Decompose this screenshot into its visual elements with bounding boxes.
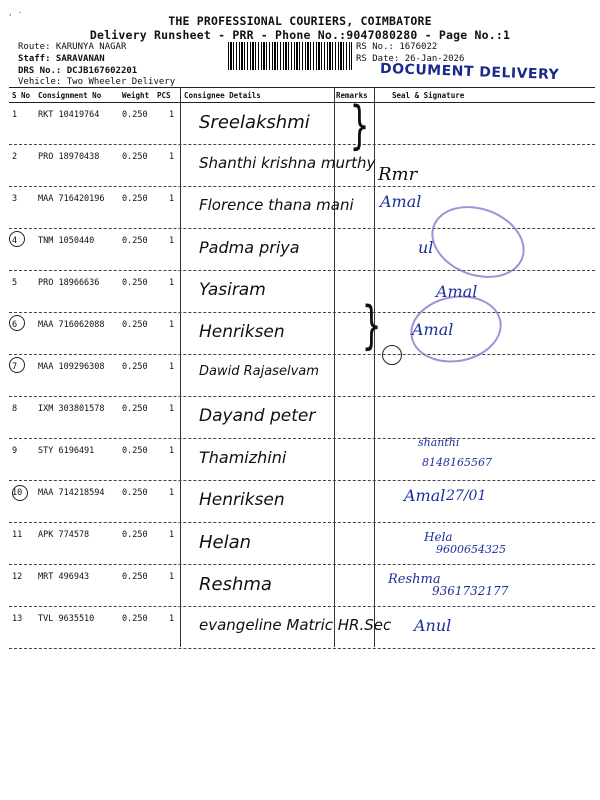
consignee-name: Helan	[199, 532, 252, 553]
consignee-name: Henriksen	[199, 322, 285, 342]
sno-cell: 1	[12, 110, 18, 120]
weight-cell: 0.250	[122, 236, 148, 246]
pcs-cell: 1	[169, 614, 175, 624]
consignment-cell: MRT 496943	[38, 572, 90, 582]
rs-number: RS No.: 1676022	[356, 42, 438, 52]
sno-cell: 11	[12, 530, 23, 540]
consignee-name: Thamizhini	[199, 448, 287, 467]
rs-date: RS Date: 26-Jan-2026	[356, 54, 465, 64]
weight-cell: 0.250	[122, 446, 148, 456]
table-row	[9, 606, 595, 649]
consignee-name: evangeline Matric HR.Sec	[199, 616, 392, 634]
signature: Amal	[412, 320, 454, 339]
sno-cell: 8	[12, 404, 18, 414]
drs-label: DRS No.: DCJB167602201	[18, 66, 138, 76]
circle-mark	[9, 231, 25, 247]
signature: Reshma	[388, 572, 441, 587]
table-row	[9, 144, 595, 187]
pcs-cell: 1	[169, 320, 175, 330]
sno-cell: 2	[12, 152, 18, 162]
pcs-cell: 1	[169, 236, 175, 246]
corner-mark: , ·	[8, 8, 23, 17]
circle-mark	[9, 315, 25, 331]
consignment-cell: PRO 18970438	[38, 152, 100, 162]
runsheet-table	[9, 87, 595, 647]
weight-cell: 0.250	[122, 404, 148, 414]
signature: shanthi	[418, 436, 460, 449]
sno-cell: 13	[12, 614, 23, 624]
col-consignment: Consignment No	[38, 91, 102, 100]
signature: Amal	[436, 282, 478, 301]
sno-cell: 6	[12, 320, 18, 330]
sno-cell: 5	[12, 278, 18, 288]
pcs-cell: 1	[169, 362, 175, 372]
signature: Rmr	[378, 164, 418, 185]
pcs-cell: 1	[169, 194, 175, 204]
signature: ul	[418, 238, 434, 257]
consignment-cell: IXM 303801578	[38, 404, 105, 414]
pcs-cell: 1	[169, 404, 175, 414]
table-row	[9, 480, 595, 523]
company-title: THE PROFESSIONAL COURIERS, COIMBATORE	[168, 14, 432, 28]
sno-cell: 7	[12, 362, 18, 372]
table-row	[9, 102, 595, 145]
consignee-name: Henriksen	[199, 490, 285, 510]
consignment-cell: MAA 716062088	[38, 320, 105, 330]
pcs-cell: 1	[169, 152, 175, 162]
phone-number: 8148165567	[422, 456, 492, 469]
route-label: Route: KARUNYA NAGAR	[18, 42, 127, 52]
consignment-cell: MAA 716420196	[38, 194, 105, 204]
consignment-cell: PRO 18966636	[38, 278, 100, 288]
weight-cell: 0.250	[122, 194, 148, 204]
signature: Anul	[414, 616, 452, 635]
consignment-cell: MAA 109296308	[38, 362, 105, 372]
document-delivery-stamp: DOCUMENT DELIVERY	[379, 60, 560, 84]
col-weight: Weight	[122, 91, 150, 100]
sno-cell: 9	[12, 446, 18, 456]
phone-number: 9600654325	[436, 543, 506, 556]
sno-cell: 10	[12, 488, 23, 498]
consignment-cell: MAA 714218594	[38, 488, 105, 498]
col-sno: S No	[12, 91, 31, 100]
consignee-name: Sreelakshmi	[199, 112, 310, 133]
col-remarks: Remarks	[336, 91, 368, 100]
consignment-cell: TNM 1050440	[38, 236, 95, 246]
table-header	[9, 87, 595, 103]
col-seal: Seal & Signature	[392, 91, 465, 100]
consignment-cell: APK 774578	[38, 530, 90, 540]
runsheet-subtitle: Delivery Runsheet - PRR - Phone No.:9047080280 - Page No.:1	[89, 28, 511, 42]
date-note: 27/01	[446, 488, 487, 504]
signature: Hela	[424, 530, 453, 544]
consignee-name: Florence thana mani	[199, 196, 354, 214]
weight-cell: 0.250	[122, 152, 148, 162]
weight-cell: 0.250	[122, 320, 148, 330]
sno-cell: 3	[12, 194, 18, 204]
circle-mark	[12, 485, 28, 501]
barcode	[228, 42, 352, 70]
weight-cell: 0.250	[122, 278, 148, 288]
pcs-cell: 1	[169, 530, 175, 540]
consignment-cell: TVL 9635510	[38, 614, 95, 624]
weight-cell: 0.250	[122, 530, 148, 540]
vehicle-label: Vehicle: Two Wheeler Delivery	[18, 77, 176, 87]
col-pcs: PCS	[157, 91, 171, 100]
sno-cell: 12	[12, 572, 23, 582]
consignee-name: Dayand peter	[199, 406, 316, 426]
consignee-name: Reshma	[199, 574, 272, 595]
weight-cell: 0.250	[122, 488, 148, 498]
table-row	[9, 312, 595, 355]
weight-cell: 0.250	[122, 614, 148, 624]
weight-cell: 0.250	[122, 572, 148, 582]
remark-brace: }	[349, 96, 370, 156]
phone-number: 9361732177	[432, 584, 509, 598]
pcs-cell: 1	[169, 488, 175, 498]
consignee-name: Yasiram	[199, 280, 266, 300]
consignment-cell: STY 6196491	[38, 446, 95, 456]
table-row	[9, 354, 595, 397]
sno-cell: 4	[12, 236, 18, 246]
col-consignee: Consignee Details	[184, 91, 261, 100]
consignee-name: Padma priya	[199, 238, 300, 257]
table-row	[9, 396, 595, 439]
pcs-cell: 1	[169, 446, 175, 456]
remark-brace: }	[361, 296, 382, 356]
pcs-cell: 1	[169, 110, 175, 120]
circle-mark	[9, 357, 25, 373]
weight-cell: 0.250	[122, 362, 148, 372]
table-row	[9, 438, 595, 481]
circle-mark	[382, 345, 402, 365]
table-row	[9, 270, 595, 313]
weight-cell: 0.250	[122, 110, 148, 120]
signature: Amal	[380, 192, 422, 211]
table-row	[9, 522, 595, 565]
consignment-cell: RKT 10419764	[38, 110, 100, 120]
staff-label: Staff: SARAVANAN	[18, 54, 105, 64]
signature: Amal	[404, 486, 446, 505]
pcs-cell: 1	[169, 278, 175, 288]
pcs-cell: 1	[169, 572, 175, 582]
consignee-name: Dawid Rajaselvam	[199, 364, 319, 379]
consignee-name: Shanthi krishna murthy	[199, 154, 376, 172]
